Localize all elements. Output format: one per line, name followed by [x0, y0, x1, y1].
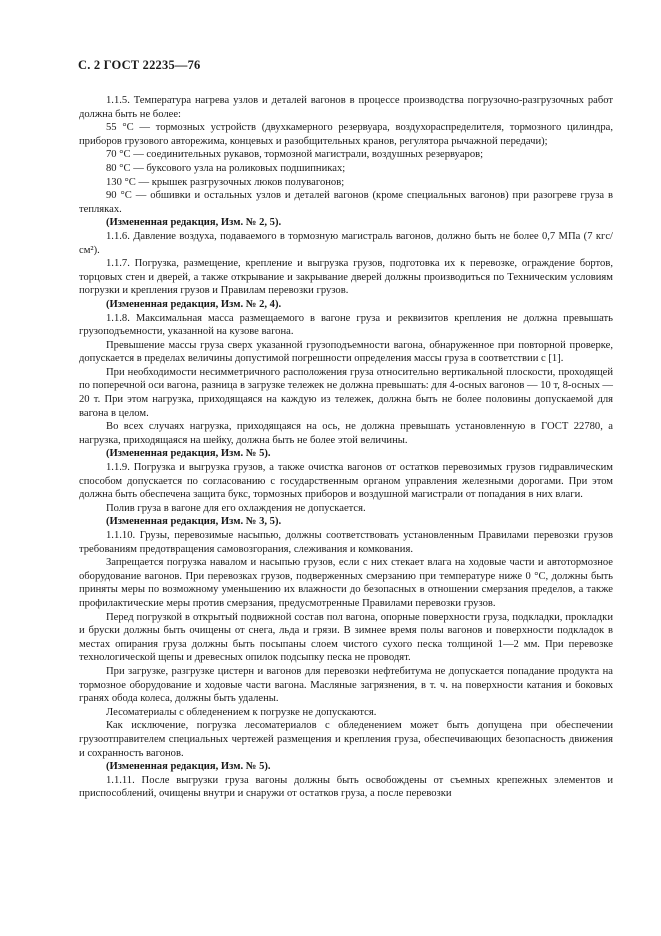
paragraph: 80 °С — буксового узла на роликовых подшипниках; — [106, 162, 346, 174]
paragraph: Как исключение, погрузка лесоматериалов с обледенением может быть допущена при обеспечении грузоотправителем специальных чертежей размещения и крепления груза, обеспечивающих безопасность движения и сохранность вагонов. — [79, 720, 613, 759]
paragraph: При необходимости несимметричного расположения груза относительно вертикальной плоскости, проходящей по поперечной оси вагона, разница в загрузке тележек не должна превышать: для 4-осных вагонов — 10 т, 8-осных — 20 т. При этом нагрузка, приходящаяся на каждую из тележек, должна быть не более половины допускаемой для вагона в целом. — [79, 366, 614, 419]
paragraph: Во всех случаях нагрузка, приходящаяся на ось, не должна превышать установленную в ГОСТ 22780, а нагрузка, приходящаяся на шейку, должна быть не более этой величины. — [79, 421, 613, 446]
edition-note: (Измененная редакция, Изм. № 5). — [106, 761, 271, 773]
edition-note: (Измененная редакция, Изм. № 2, 5). — [106, 217, 282, 229]
paragraph: Полив груза в вагоне для его охлаждения не допускается. — [106, 502, 366, 514]
paragraph: 1.1.5. Температура нагрева узлов и деталей вагонов в процессе производства погрузочно-разгрузочных работ должна быть не более: — [79, 95, 613, 120]
paragraph: 1.1.10. Грузы, перевозимые насыпью, должны соответствовать установленным Правилами перевозки грузов требованиям предотвращения самовозгорания, слеживания и комкования. — [79, 530, 613, 555]
edition-note: (Измененная редакция, Изм. № 2, 4). — [106, 298, 282, 310]
paragraph: 1.1.11. После выгрузки груза вагоны должны быть освобождены от съемных крепежных элементов и приспособлений, очищены внутри и снаружи от остатков груза, а после перевозки — [79, 774, 613, 800]
page-header: С. 2 ГОСТ 22235—76 — [78, 58, 201, 72]
paragraph: 1.1.6. Давление воздуха, подаваемого в тормозную магистраль вагонов, должно быть не более 0,7 МПа (7 кгс/см²). — [79, 230, 613, 256]
paragraph: 1.1.7. Погрузка, размещение, крепление и выгрузка грузов, подготовка их к перевозке, ограждение бортов, торцовых стен и дверей, а также открывание и закрывание дверей должны производиться по Техническим условиям погрузки и крепления грузов и Правилам перевозки грузов. — [79, 258, 613, 297]
paragraph: 55 °С — тормозных устройств (двухкамерного резервуара, воздухораспределителя, тормозного цилиндра, приборов грузового авторежима, концевых и разобщительных кранов, регулятора рычажной передачи); — [79, 122, 613, 147]
paragraph: Запрещается погрузка навалом и насыпью грузов, если с них стекает влага на ходовые части и автотормозное оборудование вагонов. При перевозках грузов, подверженных смерзанию при температуре ниже 0 °С, должны быть приняты меры по возможному уменьшению их влажности до безопасных в отношении смерзания пределов, а также профилактические меры против смерзания, предусмотренные Правилами перевозки грузов. — [79, 557, 613, 609]
edition-note: (Измененная редакция, Изм. № 3, 5). — [106, 516, 282, 528]
paragraph: 1.1.9. Погрузка и выгрузка грузов, а также очистка вагонов от остатков перевозимых грузов гидравлическим способом допускается по согласованию с государственным органом управления железными дорогами. При этом должна быть обеспечена защита букс, тормозных приборов и воздушной магистрали от попадания в них влаги. — [79, 462, 613, 501]
edition-note: (Измененная редакция, Изм. № 5). — [106, 448, 271, 460]
paragraph: Превышение массы груза сверх указанной грузоподъемности вагона, обнаруженное при повторной проверке, допускается в пределах величины допустимой погрешности определения массы груза в соответствии с [1]. — [79, 339, 613, 365]
paragraph: Лесоматериалы с обледенением к погрузке не допускаются. — [106, 706, 377, 718]
paragraph: 130 °С — крышек разгрузочных люков полувагонов; — [106, 176, 345, 188]
paragraph: При загрузке, разгрузке цистерн и вагонов для перевозки нефтебитума не допускается попадание продукта на тормозное оборудование и ходовые части вагона. Масляные загрязнения, в т. ч. на поверхности катания и боковых гранях обода колеса, должны быть удалены. — [79, 665, 613, 705]
document-body — [79, 94, 613, 801]
paragraph: 70 °С — соединительных рукавов, тормозной магистрали, воздушных резервуаров; — [106, 149, 484, 161]
paragraph: 90 °С — обшивки и остальных узлов и деталей вагонов (кроме специальных вагонов) при разогреве груза в тепляках. — [79, 190, 613, 215]
paragraph: 1.1.8. Максимальная масса размещаемого в вагоне груза и реквизитов крепления не должна превышать грузоподъемности, указанной на кузове вагона. — [79, 312, 613, 338]
paragraph: Перед погрузкой в открытый подвижной состав пол вагона, опорные поверхности груза, подкладки, прокладки и бруски должны быть очищены от снега, льда и грязи. В зимнее время полы вагонов и поверхности подкладок в местах опирания груза должны быть посыпаны слоем чистого сухого песка толщиной 1—2 мм. При перевозке технологической щепы и древесных опилок подсыпку песка не проводят. — [79, 611, 613, 664]
